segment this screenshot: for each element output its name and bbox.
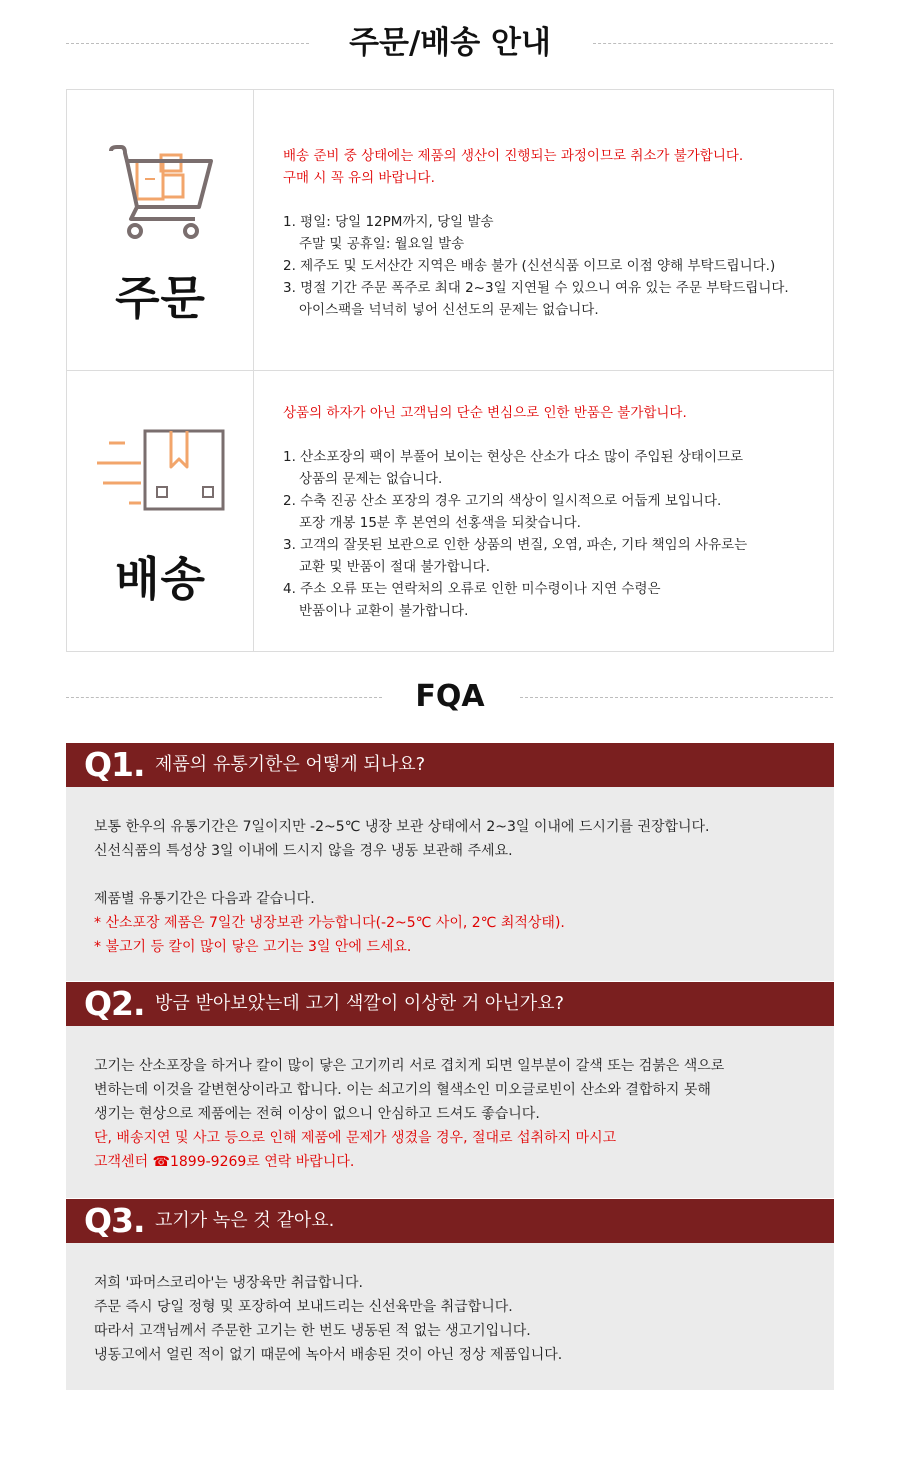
order-item-cont: 아이스팩을 넉넉히 넣어 신선도의 문제는 없습니다. [299,302,599,318]
delivery-item-cont: 포장 개봉 15분 후 본연의 선홍색을 되찾습니다. [299,515,581,531]
faq-answer-line: 냉동고에서 얼린 적이 없기 때문에 녹아서 배송된 것이 아닌 정상 제품입니다. [94,1347,563,1363]
order-title-text: 주문/배송 안내 [333,20,567,66]
faq-question-header [66,1199,834,1243]
order-info-text [283,145,823,321]
faq-question-header [66,982,834,1026]
delivery-item: 4. 주소 오류 또는 연락처의 오류로 인한 미수령이나 지연 수령은 [283,581,661,597]
delivery-label: 배송 [115,552,206,606]
delivery-label-cell [67,371,254,651]
delivery-info-row [67,371,833,651]
title-divider-left [66,43,309,44]
order-notice [283,145,823,189]
order-item-cont: 주말 및 공휴일: 월요일 발송 [299,236,465,252]
faq-answer-highlight: * 산소포장 제품은 7일간 냉장보관 가능합니다(-2~5℃ 사이, 2℃ 최적상태). [94,915,565,931]
faq-question-text: 고기가 녹은 것 같아요. [155,1210,335,1231]
faq-answer-line: 저희 '파머스코리아'는 냉장육만 취급합니다. [94,1275,363,1291]
faq-answer-line: 신선식품의 특성상 3일 이내에 드시지 않을 경우 냉동 보관해 주세요. [94,843,513,859]
faq-number-text: Q1 [84,745,134,784]
delivery-item: 1. 산소포장의 팩이 부풀어 보이는 현상은 산소가 다소 많이 주입된 상태이므로 [283,449,744,465]
order-info-row [67,90,833,371]
order-item: 1. 평일: 당일 12PM까지, 당일 발송 [283,214,494,230]
fqa-title-text: FQA [399,675,500,719]
order-notice-line: 배송 준비 중 상태에는 제품의 생산이 진행되는 과정이므로 취소가 불가합니다. [283,148,744,164]
title-divider-left [66,697,382,698]
delivery-info-text [283,402,823,622]
faq-answer-line: 변하는데 이것을 갈변현상이라고 합니다. 이는 쇠고기의 혈색소인 미오글로빈이 산소와 결합하지 못해 [94,1082,711,1098]
faq-answer-highlight: * 불고기 등 칼이 많이 닿은 고기는 3일 안에 드세요. [94,939,412,955]
faq-number: Q2. [84,984,145,1023]
title-divider-right [520,697,833,698]
faq-question-text: 방금 받아보았는데 고기 색깔이 이상한 거 아닌가요? [155,993,565,1014]
delivery-item: 2. 수축 진공 산소 포장의 경우 고기의 색상이 일시적으로 어둡게 보입니다. [283,493,722,509]
faq-answer-line: 주문 즉시 당일 정형 및 포장하여 보내드리는 신선육만을 취급합니다. [94,1299,513,1315]
faq-number: Q3. [84,1201,145,1240]
faq-number-text: Q2 [84,984,134,1023]
shopping-cart-icon [107,145,217,245]
faq-question-header [66,743,834,787]
faq-answer-line: 고기는 산소포장을 하거나 칼이 많이 닿은 고기끼리 서로 겹치게 되면 일부분이 갈색 또는 검붉은 색으로 [94,1058,725,1074]
faq-answer [66,1026,834,1198]
order-item: 3. 명절 기간 주문 폭주로 최대 2~3일 지연될 수 있으니 여유 있는 주문 부탁드립니다. [283,280,789,296]
order-label-cell [67,90,254,370]
order-delivery-info-box [66,89,834,652]
faq-number: Q1. [84,745,145,784]
delivery-item-cont: 상품의 문제는 없습니다. [299,471,443,487]
faq-answer-highlight: 고객센터 ☎1899-9269로 연락 바랍니다. [94,1154,355,1170]
title-divider-right [593,43,833,44]
delivery-notice: 상품의 하자가 아닌 고객님의 단순 변심으로 인한 반품은 불가합니다. [283,405,687,421]
order-section-title [0,20,900,66]
faq-answer-line: 제품별 유통기간은 다음과 같습니다. [94,891,315,907]
order-label: 주문 [115,271,206,325]
delivery-box-icon [95,427,235,517]
delivery-item: 3. 고객의 잘못된 보관으로 인한 상품의 변질, 오염, 파손, 기타 책임의 사유로는 [283,537,748,553]
faq-answer-line: 보통 한우의 유통기간은 7일이지만 -2~5℃ 냉장 보관 상태에서 2~3일 이내에 드시기를 권장합니다. [94,819,710,835]
faq-number-text: Q3 [84,1201,134,1240]
faq-answer-highlight: 단, 배송지연 및 사고 등으로 인해 제품에 문제가 생겼을 경우, 절대로 섭취하지 마시고 [94,1130,617,1146]
faq-answer-line: 따라서 고객님께서 주문한 고기는 한 번도 냉동된 적 없는 생고기입니다. [94,1323,531,1339]
faq-answer-line: 생기는 현상으로 제품에는 전혀 이상이 없으니 안심하고 드셔도 좋습니다. [94,1106,540,1122]
delivery-item-cont: 교환 및 반품이 절대 불가합니다. [299,559,490,575]
faq-answer [66,1243,834,1390]
faq-question-text: 제품의 유통기한은 어떻게 되나요? [155,754,426,775]
order-notice-line: 구매 시 꼭 유의 바랍니다. [283,170,435,186]
order-item: 2. 제주도 및 도서산간 지역은 배송 불가 (신선식품 이므로 이점 양해 부탁드립니다.) [283,258,776,274]
faq-answer [66,787,834,981]
delivery-item-cont: 반품이나 교환이 불가합니다. [299,603,469,619]
fqa-section-title [0,675,900,719]
